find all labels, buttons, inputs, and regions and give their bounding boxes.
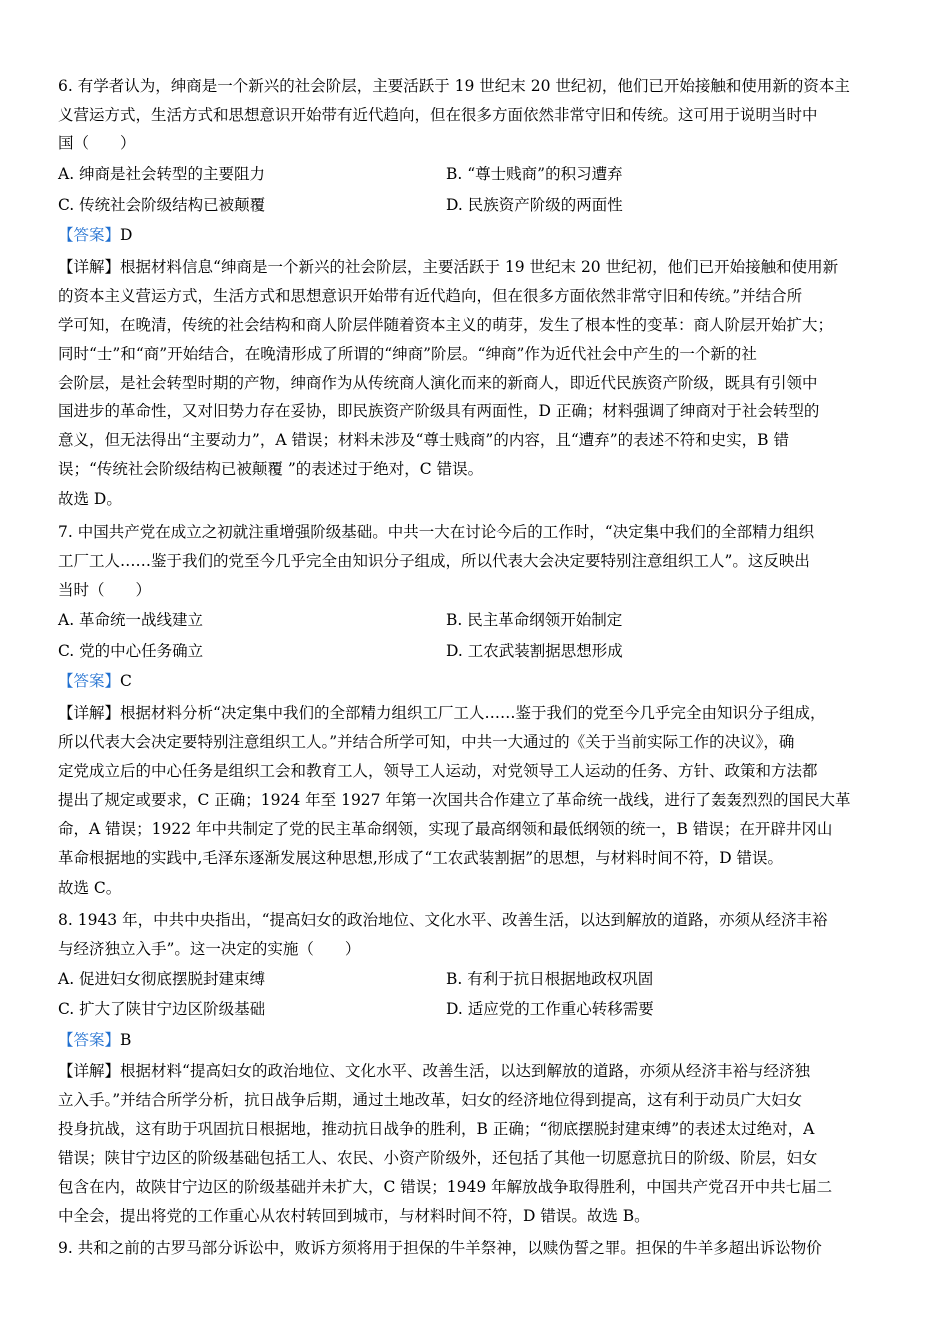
question-stem-line: 6. 有学者认为，绅商是一个新兴的社会阶层，主要活跃于 19 世纪末 20 世纪初，他们已开始接触和使用新的资本主 xyxy=(58,77,850,95)
detail-line: 【详解】根据材料分析“决定集中我们的全部精力组织工厂工人……鉴于我们的党至今几乎完全由知识分子组成， xyxy=(58,704,826,722)
detail-tag: 【详解】 xyxy=(58,704,121,722)
question-stem-line: 9. 共和之前的古罗马部分诉讼中，败诉方须将用于担保的牛羊祭神，以赎伪誓之罪。担保的牛羊多超出诉讼物价 xyxy=(58,1239,822,1257)
detail-line: 投身抗战，这有助于巩固抗日根据地，推动抗日战争的胜利，B 正确；“彻底摆脱封建束缚”的表述太过绝对，A xyxy=(58,1120,815,1138)
detail-line: 【详解】根据材料“提高妇女的政治地位、文化水平、改善生活，以达到解放的道路，亦须从经济丰裕与经济独 xyxy=(58,1062,810,1080)
detail-line: 的资本主义营运方式，生活方式和思想意识开始带有近代趋向，但在很多方面依然非常守旧和传统。”并结合所 xyxy=(58,287,803,305)
detail-tag: 【详解】 xyxy=(58,1062,121,1080)
detail-line: 学可知，在晚清，传统的社会结构和商人阶层伴随着资本主义的萌芽，发生了根本性的变革：商人阶层开始扩大； xyxy=(58,316,834,334)
answer-value: D xyxy=(120,226,133,244)
detail-line: 国进步的革命性，又对旧势力存在妥协，即民族资产阶级具有两面性，D 正确；材料强调了绅商对于社会转型的 xyxy=(58,402,820,420)
detail-line: 错误；陕甘宁边区的阶级基础包括工人、农民、小资产阶级外，还包括了其他一切愿意抗日的阶级、阶层，妇女 xyxy=(58,1149,818,1167)
detail-line: 中全会，提出将党的工作重心从农村转回到城市，与材料时间不符，D 错误。故选 B。 xyxy=(58,1207,650,1225)
option-a: A. 革命统一战线建立 xyxy=(58,611,204,629)
option-d: D. 工农武装割据思想形成 xyxy=(446,642,623,660)
question-stem-line: 8. 1943 年，中共中央指出，“提高妇女的政治地位、文化水平、改善生活，以达到解放的道路，亦须从经济丰裕 xyxy=(58,911,828,929)
conclusion: 故选 D。 xyxy=(58,490,122,508)
answer-value: B xyxy=(120,1031,132,1049)
option-a: A. 促进妇女彻底摆脱封建束缚 xyxy=(58,970,266,988)
detail-line: 【详解】根据材料信息“绅商是一个新兴的社会阶层，主要活跃于 19 世纪末 20 世纪初，他们已开始接触和使用新 xyxy=(58,258,839,276)
answer-tag: 【答案】 xyxy=(58,1031,121,1049)
detail-line: 革命根据地的实践中,毛泽东逐渐发展这种思想,形成了“工农武装割据”的思想，与材料时间不符，D 错误。 xyxy=(58,849,784,867)
question-stem-line: 工厂工人……鉴于我们的党至今几乎完全由知识分子组成，所以代表大会决定要特别注意组织工人”。这反映出 xyxy=(58,552,810,570)
detail-line: 包含在内，故陕甘宁边区的阶级基础并未扩大，C 错误；1949 年解放战争取得胜利，中国共产党召开中共七届二 xyxy=(58,1178,833,1196)
detail-line: 同时“士”和“商”开始结合，在晚清形成了所谓的“绅商”阶层。“绅商”作为近代社会中产生的一个新的社 xyxy=(58,345,757,363)
question-stem-line: 义营运方式，生活方式和思想意识开始带有近代趋向，但在很多方面依然非常守旧和传统。这可用于说明当时中 xyxy=(58,106,818,124)
option-a: A. 绅商是社会转型的主要阻力 xyxy=(58,165,266,183)
option-c: C. 传统社会阶级结构已被颠覆 xyxy=(58,196,266,214)
conclusion: 故选 C。 xyxy=(58,879,122,897)
detail-line: 所以代表大会决定要特别注意组织工人。”并结合所学可知，中共一大通过的《关于当前实际工作的决议》，确 xyxy=(58,733,795,751)
answer-line xyxy=(58,669,132,693)
question-stem-line: 与经济独立入手”。这一决定的实施（ ） xyxy=(58,940,361,958)
answer-value: C xyxy=(120,672,132,690)
detail-line: 会阶层，是社会转型时期的产物，绅商作为从传统商人演化而来的新商人，即近代民族资产阶级，既具有引领中 xyxy=(58,374,818,392)
question-stem-line: 国（ ） xyxy=(58,134,136,152)
option-c: C. 扩大了陕甘宁边区阶级基础 xyxy=(58,1000,266,1018)
option-b: B. “尊士贱商”的积习遭弃 xyxy=(446,165,623,183)
answer-line xyxy=(58,223,132,247)
option-c: C. 党的中心任务确立 xyxy=(58,642,204,660)
answer-line xyxy=(58,1028,131,1052)
detail-line: 误；“传统社会阶级结构已被颠覆 ”的表述过于绝对，C 错误。 xyxy=(58,460,484,478)
question-stem-line: 7. 中国共产党在成立之初就注重增强阶级基础。中共一大在讨论今后的工作时，“决定集中我们的全部精力组织 xyxy=(58,523,815,541)
detail-line: 立入手。”并结合所学分析，抗日战争后期，通过土地改革，妇女的经济地位得到提高，这有利于动员广大妇女 xyxy=(58,1091,803,1109)
option-d: D. 适应党的工作重心转移需要 xyxy=(446,1000,654,1018)
detail-line: 命，A 错误；1922 年中共制定了党的民主革命纲领，实现了最高纲领和最低纲领的统一，B 错误；在开辟井冈山 xyxy=(58,820,833,838)
answer-tag: 【答案】 xyxy=(58,672,121,690)
detail-line: 意义，但无法得出“主要动力”，A 错误；材料未涉及“尊士贱商”的内容，且“遭弃”的表述不符和史实，B 错 xyxy=(58,431,789,449)
detail-tag: 【详解】 xyxy=(58,258,121,276)
detail-line: 定党成立后的中心任务是组织工会和教育工人，领导工人运动，对党领导工人运动的任务、方针、政策和方法都 xyxy=(58,762,818,780)
option-b: B. 民主革命纲领开始制定 xyxy=(446,611,623,629)
answer-tag: 【答案】 xyxy=(58,226,121,244)
option-d: D. 民族资产阶级的两面性 xyxy=(446,196,623,214)
detail-line: 提出了规定或要求，C 正确；1924 年至 1927 年第一次国共合作建立了革命统一战线，进行了轰轰烈烈的国民大革 xyxy=(58,791,851,809)
question-stem-line: 当时（ ） xyxy=(58,581,152,599)
option-b: B. 有利于抗日根据地政权巩固 xyxy=(446,970,654,988)
